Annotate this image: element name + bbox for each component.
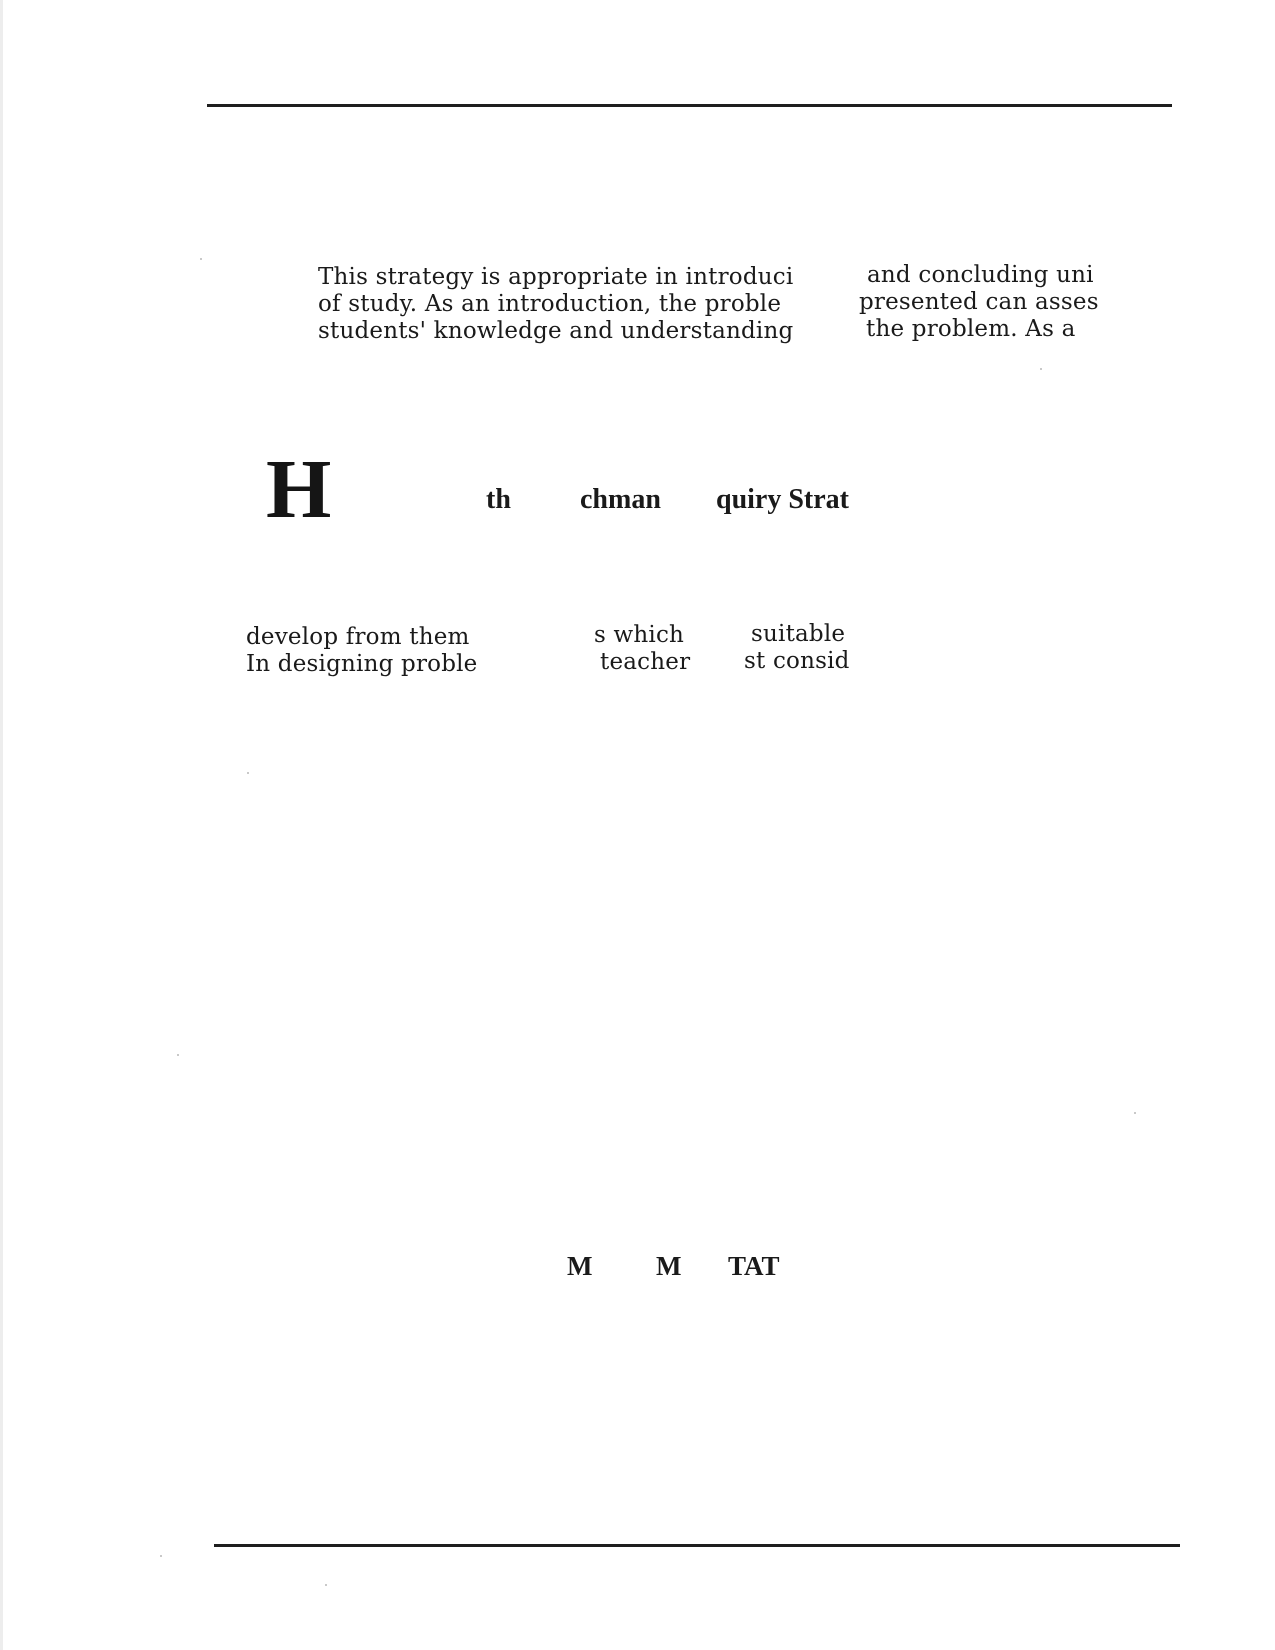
scan-speck <box>1040 368 1042 370</box>
section-heading-fragment: M <box>656 1251 682 1281</box>
bottom-rule <box>214 1544 1180 1547</box>
section-heading-fragment: M <box>567 1251 593 1281</box>
text-line: presented can asses <box>859 289 1099 315</box>
text-line: of study. As an introduction, the proble <box>318 291 782 317</box>
text-line: This strategy is appropriate in introduci <box>318 264 794 290</box>
text-line: In designing proble <box>246 651 478 677</box>
text-line: suitable <box>751 621 846 647</box>
scan-speck <box>177 1054 179 1056</box>
scan-speck <box>1134 1112 1136 1114</box>
scan-speck <box>200 258 202 260</box>
scan-speck <box>160 1555 162 1557</box>
heading-fragment: th <box>486 484 511 515</box>
text-line: develop from them <box>246 624 470 650</box>
text-line: the problem. As a <box>866 316 1076 342</box>
text-line: s which <box>594 622 685 648</box>
section-heading-fragment: TAT <box>728 1251 780 1281</box>
text-line: st consid <box>744 648 850 674</box>
heading-fragment: chman <box>580 484 661 515</box>
scan-speck <box>247 772 249 774</box>
drop-cap: H <box>266 443 332 536</box>
text-line: students' knowledge and understanding <box>318 318 794 344</box>
text-line: and concluding uni <box>867 262 1094 288</box>
scan-speck <box>325 1584 327 1586</box>
heading-fragment: quiry Strat <box>716 484 849 515</box>
top-rule <box>207 104 1172 107</box>
page-edge <box>0 0 3 1650</box>
text-line: teacher <box>600 649 691 675</box>
